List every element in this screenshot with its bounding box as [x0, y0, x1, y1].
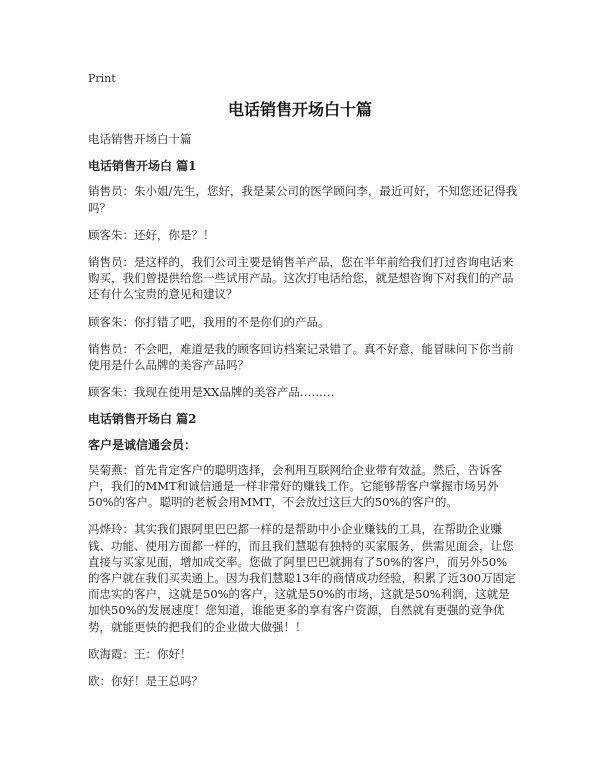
paragraph: 吴菊燕：首先肯定客户的聪明选择，会利用互联网给企业带有效益。然后，告诉客户，我们的MMT和诚信通是一样非常好的赚钱工作。它能够帮客户掌握市场另外50%的客户。聪明的老板会用MMT，不会放过这巨大的50%的客户的。	[88, 462, 502, 510]
document-title: 电话销售开场白十篇	[227, 100, 372, 119]
paragraph: 顾客朱：你打错了吧，我用的不是你们的产品。	[88, 314, 330, 329]
paragraph: 销售员：不会吧，难道是我的顾客回访档案记录错了。真不好意，能冒昧问下你当前使用是什么品牌的美容产品吗？	[88, 341, 514, 373]
paragraph: 顾客朱：我现在使用是XX品牌的美容产品………	[88, 385, 335, 400]
paragraph: 欧海霞：王：你好！	[88, 646, 192, 661]
paragraph: 冯烨玲：其实我们跟阿里巴巴都一样的是帮助中小企业赚钱的工具，在帮助企业赚钱、功能、使用方面都一样的，而且我们慧聪有独特的买家服务，供需见面会，让您直接与买家见面，增加成交率。您做了阿里巴巴就拥有了50%的客户，而另外50%的客户就在我们买卖通上。因为我们慧聪13年的商情成功经验，积累了近300万固定而忠实的客户，这就是50%的客户，这就是50%的市场，这就是50%利润，这就是加快50%的发展速度！您知道，谁能更多的享有客户资源，自然就有更强的竞争优势，就能更快的把我们的企业做大做强！！	[88, 522, 516, 634]
paragraph: 销售员：朱小姐/先生，您好，我是某公司的医学顾问李，最近可好，不知您还记得我吗？	[88, 184, 518, 215]
paragraph: 电话销售开场白十篇	[88, 132, 192, 146]
paragraph: 销售员：是这样的，我们公司主要是销售羊产品，您在半年前给我们打过咨询电话来购买，我们曾提供给您一些试用产品。这次打电话给您，就是想咨询下对我们的产品还有什么宝贵的意见和建议？	[88, 255, 514, 302]
section-heading: 电话销售开场白 篇1	[88, 159, 197, 174]
paragraph: 顾客朱：还好，你是？！	[88, 227, 215, 242]
document-body	[88, 131, 518, 700]
subheading: 客户是诚信通会员：	[88, 437, 197, 452]
paragraph: 欧：你好！是王总吗？	[88, 674, 203, 689]
print-label: Print	[88, 72, 116, 85]
section-heading: 电话销售开场白 篇2	[88, 412, 197, 427]
